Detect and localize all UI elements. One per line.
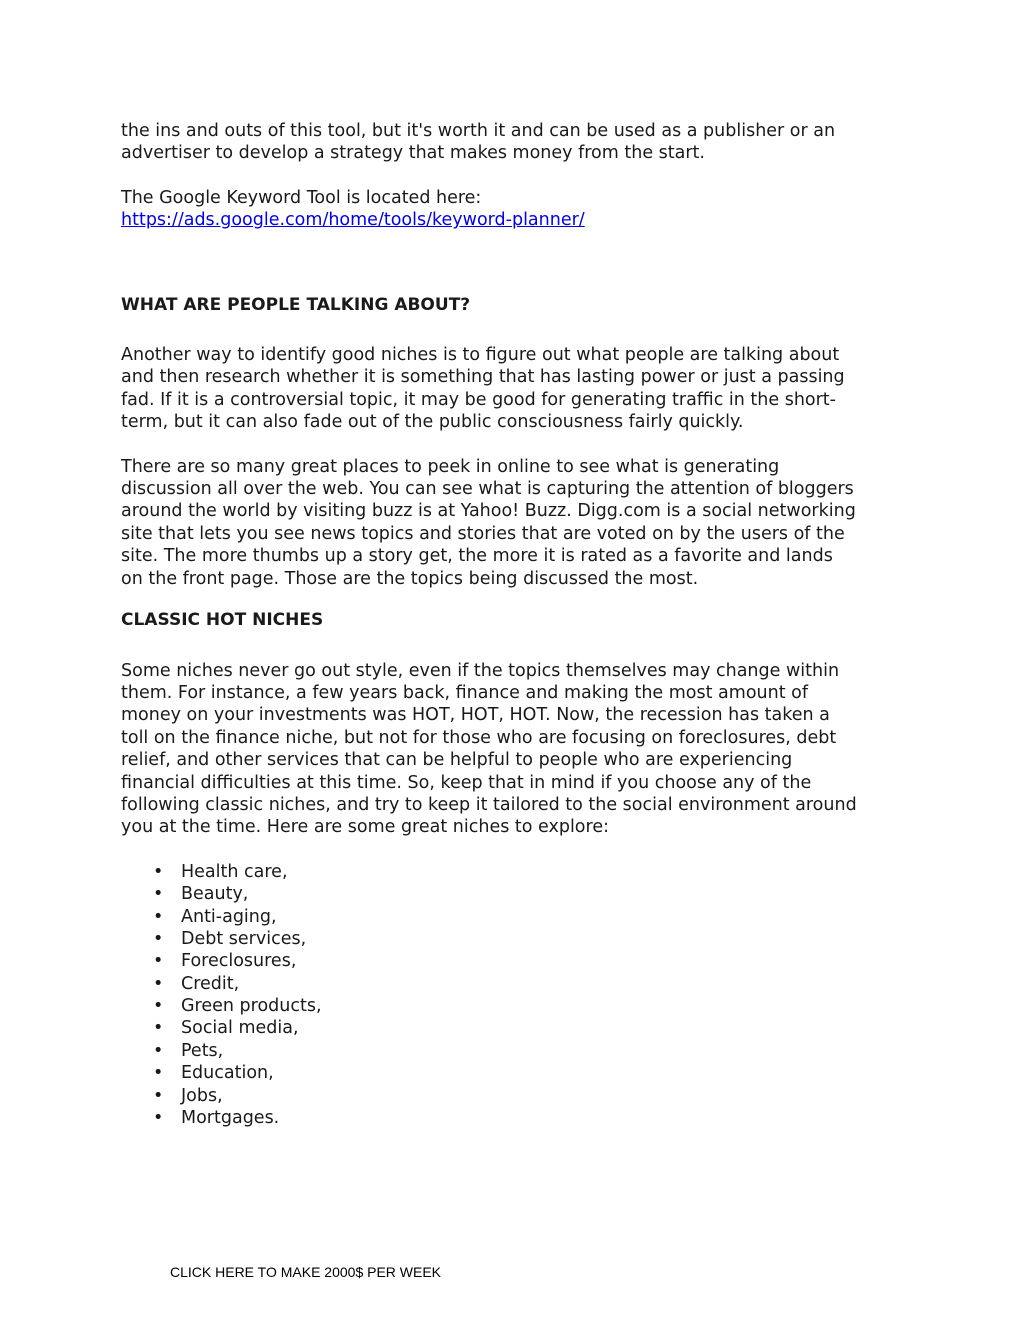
talking-paragraph-1: Another way to identify good niches is to figure out what people are talking about and then research whether it is something that has lasting power or just a passing fad. If it is a controversial topic, it may be good for generating traffic in the short- term, but it can also fade out of the public consciousness fairly quickly. xyxy=(121,345,845,433)
niche-list-item xyxy=(121,928,921,950)
bullet-icon: • xyxy=(153,928,164,949)
niche-list-item-label: Debt services, xyxy=(181,928,307,949)
niche-list-item xyxy=(121,1040,921,1062)
niche-list-item xyxy=(121,883,921,905)
talking-paragraph-2: There are so many great places to peek in online to see what is generating discussion all over the web. You can see what is capturing the attention of bloggers around the world by visiting buzz is at Yahoo! Buzz. Digg.com is a social networking site that lets you see news topics and stories that are voted on by the users of the site. The more thumbs up a story get, the more it is rated as a favorite and lands on the front page. Those are the topics being discussed the most. xyxy=(121,456,856,589)
heading-classic-hot-niches: CLASSIC HOT NICHES xyxy=(121,610,324,631)
niches-list xyxy=(121,861,921,1130)
niche-list-item-label: Mortgages. xyxy=(181,1108,280,1129)
bullet-icon: • xyxy=(153,1085,164,1106)
niche-list-item-label: Pets, xyxy=(181,1040,224,1061)
intro-paragraph: the ins and outs of this tool, but it's worth it and can be used as a publisher or an advertiser to develop a strategy that makes money from the start. xyxy=(121,121,836,164)
bullet-icon: • xyxy=(153,906,164,927)
bullet-icon: • xyxy=(153,1040,164,1061)
niche-list-item-label: Beauty, xyxy=(181,884,249,905)
niche-list-item-label: Education, xyxy=(181,1063,274,1084)
niche-list-item-label: Jobs, xyxy=(181,1085,223,1106)
bullet-icon: • xyxy=(153,884,164,905)
niche-list-item-label: Health care, xyxy=(181,861,288,882)
bullet-icon: • xyxy=(153,951,164,972)
niche-list-item-label: Social media, xyxy=(181,1018,299,1039)
niche-list-item xyxy=(121,995,921,1017)
bullet-icon: • xyxy=(153,973,164,994)
niche-list-item xyxy=(121,1085,921,1107)
niche-list-item xyxy=(121,861,921,883)
niche-list-item xyxy=(121,1017,921,1039)
bullet-icon: • xyxy=(153,996,164,1017)
keyword-planner-link[interactable]: https://ads.google.com/home/tools/keyword-planner/ xyxy=(121,210,585,231)
niche-list-item xyxy=(121,1107,921,1129)
bullet-icon: • xyxy=(153,1108,164,1129)
niche-list-item-label: Credit, xyxy=(181,973,240,994)
bullet-icon: • xyxy=(153,861,164,882)
niche-list-item-label: Foreclosures, xyxy=(181,951,297,972)
bullet-icon: • xyxy=(153,1063,164,1084)
niche-list-item xyxy=(121,973,921,995)
niche-list-item xyxy=(121,906,921,928)
classic-paragraph-1: Some niches never go out style, even if the topics themselves may change within them. For instance, a few years back, finance and making the most amount of money on your investments was HOT, HOT, HOT. Now, the recession has taken a toll on the finance niche, but not for those who are focusing on foreclosures, debt relief, and other services that can be helpful to people who are experiencing financial difficulties at this time. So, keep that in mind if you choose any of the following classic niches, and try to keep it tailored to the social environment around you at the time. Here are some great niches to explore: xyxy=(121,660,857,838)
niche-list-item-label: Anti-aging, xyxy=(181,906,277,927)
keyword-tool-paragraph xyxy=(121,187,921,232)
niche-list-item xyxy=(121,1062,921,1084)
bullet-icon: • xyxy=(153,1018,164,1039)
keyword-tool-text: The Google Keyword Tool is located here: xyxy=(121,187,482,208)
niche-list-item-label: Green products, xyxy=(181,996,322,1017)
heading-what-are-people-talking-about: WHAT ARE PEOPLE TALKING ABOUT? xyxy=(121,294,471,315)
document-body xyxy=(121,120,921,1129)
niche-list-item xyxy=(121,950,921,972)
footer-promo-link[interactable]: CLICK HERE TO MAKE 2000$ PER WEEK xyxy=(170,1264,442,1280)
